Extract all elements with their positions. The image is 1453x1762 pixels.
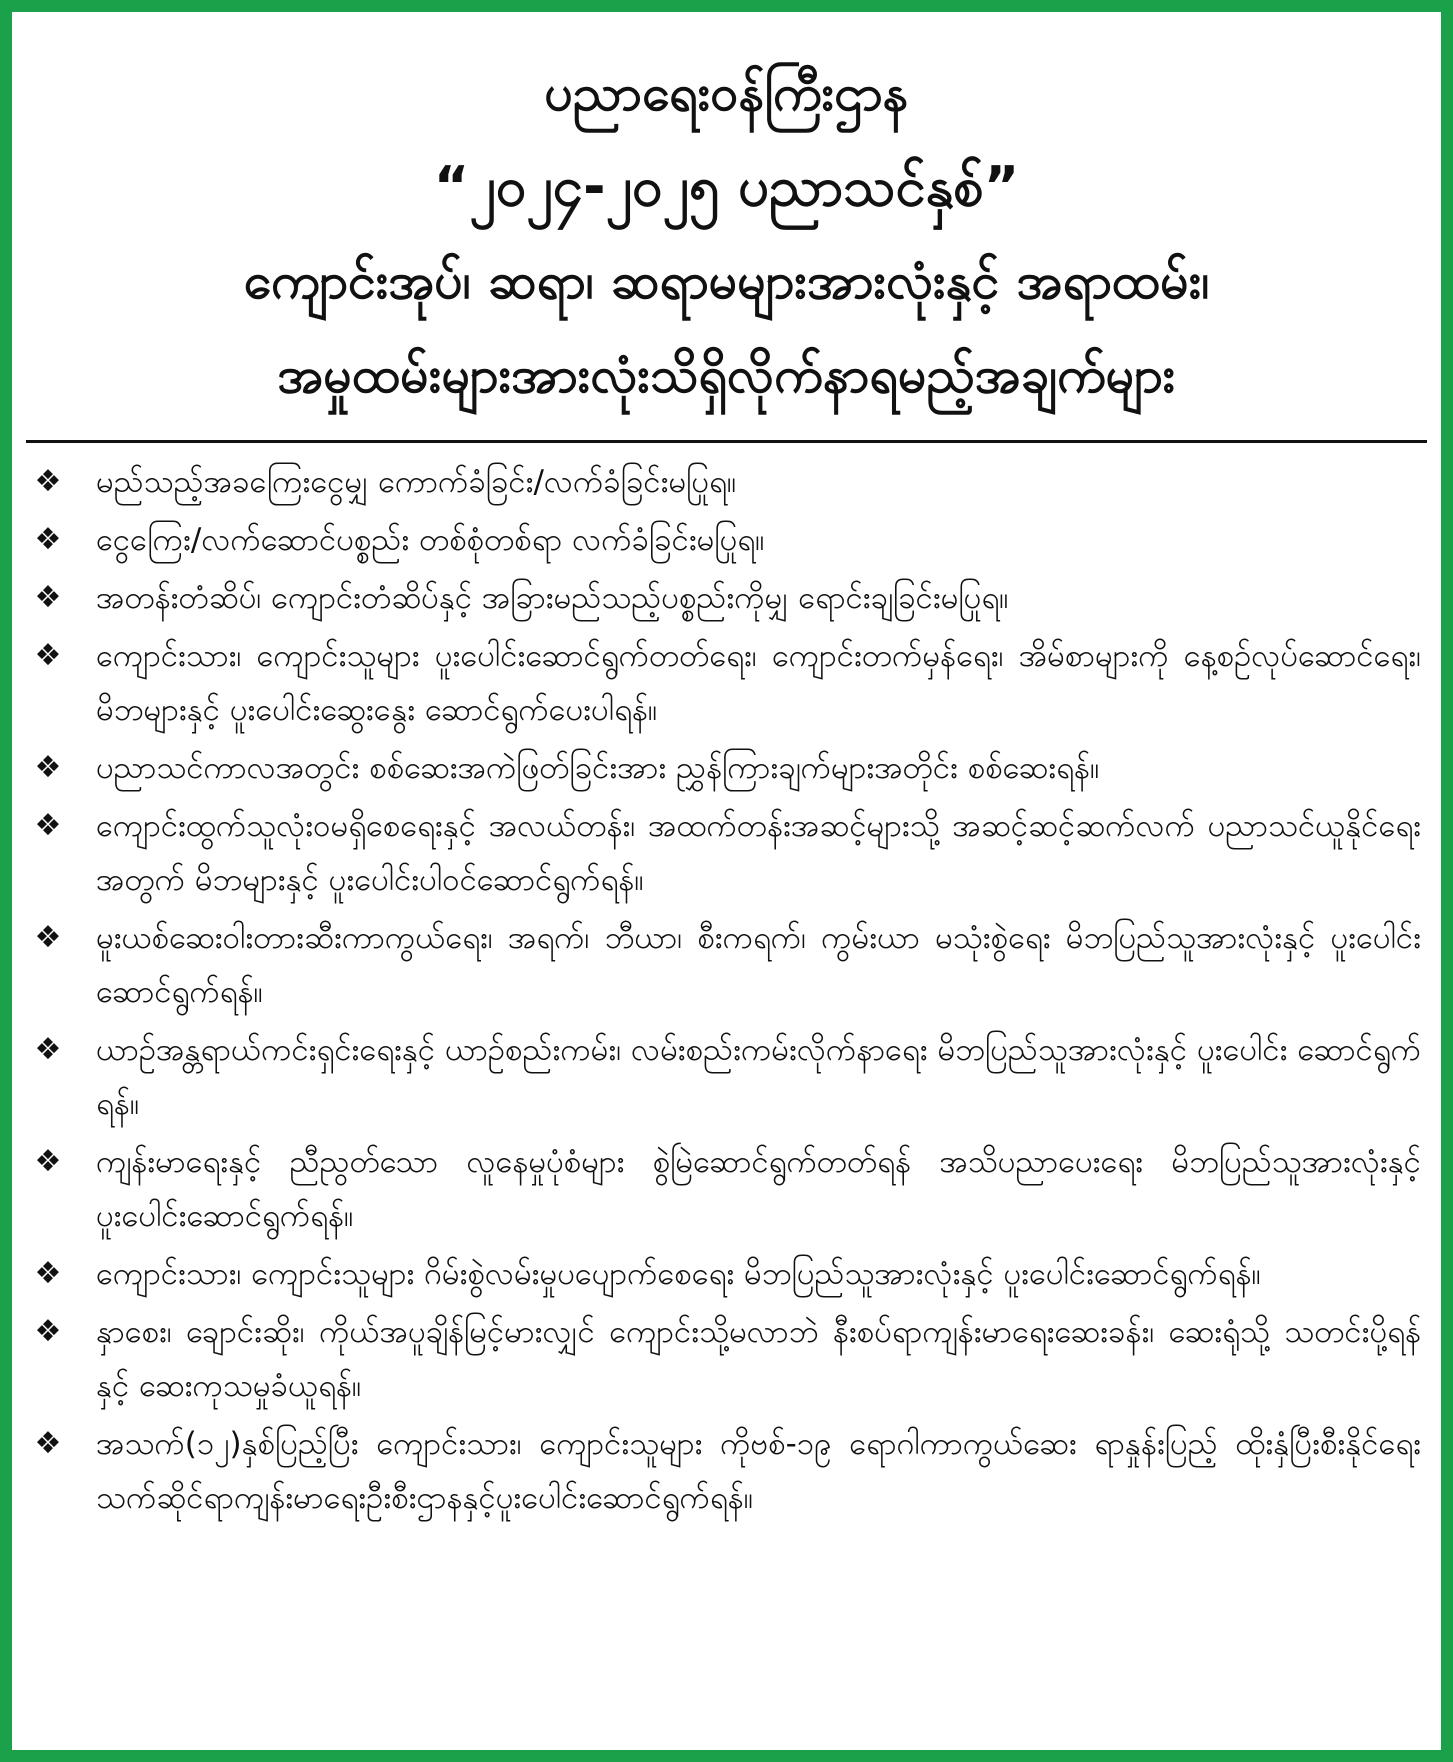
diamond-bullet-icon: ❖ xyxy=(34,1256,62,1291)
list-item-text: ယာဉ်အန္တရာယ်ကင်းရှင်းရေးနှင့် ယာဉ်စည်းကမ်း၊ လမ်းစည်းကမ်းလိုက်နာရေး မိဘပြည်သူအားလုံးနှင့် ပူးပေါင်း ဆောင်ရွက်ရန်။ xyxy=(96,1032,1421,1122)
list-item-text: ကျန်းမာရေးနှင့် ညီညွတ်သော လူနေမှုပုံစံများ စွဲမြဲဆောင်ရွက်တတ်ရန် အသိပညာပေးရေး မိဘပြည်သူအားလုံးနှင့် ပူးပေါင်းဆောင်ရွက်ရန်။ xyxy=(96,1144,1421,1234)
diamond-bullet-icon: ❖ xyxy=(34,522,62,557)
list-item xyxy=(26,513,1427,567)
list-item-text: အတန်းတံဆိပ်၊ ကျောင်းတံဆိပ်နှင့် အခြားမည်သည့်ပစ္စည်းကိုမျှ ရောင်းချခြင်းမပြုရ။ xyxy=(96,580,1009,616)
list-item-text: ကျောင်းသား၊ ကျောင်းသူများ ဂိမ်းစွဲလမ်းမှုပပျောက်စေရေး မိဘပြည်သူအားလုံးနှင့် ပူးပေါင်းဆောင်ရွက်ရန်။ xyxy=(96,1256,1261,1292)
diamond-bullet-icon: ❖ xyxy=(34,1314,62,1349)
diamond-bullet-icon: ❖ xyxy=(34,580,62,615)
list-item-text: နှာစေး၊ ချောင်းဆိုး၊ ကိုယ်အပူချိန်မြင့်မားလျှင် ကျောင်းသို့မလာဘဲ နီးစပ်ရာကျန်းမာရေးဆေးခန်း၊ ဆေးရုံသို့ သတင်းပို့ရန် နှင့် ဆေးကုသမှုခံယူရန်။ xyxy=(96,1314,1421,1404)
diamond-bullet-icon: ❖ xyxy=(34,920,62,955)
notice-header xyxy=(26,26,1427,422)
academic-year-title: “၂၀၂၄-၂၀၂၅ ပညာသင်နှစ်” xyxy=(433,155,1020,218)
list-item xyxy=(26,741,1427,795)
header-divider xyxy=(26,440,1427,443)
list-item xyxy=(26,911,1427,1019)
list-item-text: မူးယစ်ဆေးဝါးတားဆီးကာကွယ်ရေး၊ အရက်၊ ဘီယာ၊ စီးကရက်၊ ကွမ်းယာ မသုံးစွဲရေး မိဘပြည်သူအားလုံးနှင့် ပူးပေါင်း ဆောင်ရွက်ရန်။ xyxy=(96,920,1421,1010)
list-item-text: အသက်(၁၂)နှစ်ပြည့်ပြီး ကျောင်းသား၊ ကျောင်းသူများ ကိုဗစ်-၁၉ ရောဂါကာကွယ်ဆေး ရာနှုန်းပြည့် ထိုးနှံပြီးစီးနိုင်ရေး သက်ဆိုင်ရာကျန်းမာရေးဦးစီးဌာနနှင့်ပူးပေါင်းဆောင်ရွက်ရန်။ xyxy=(96,1426,1421,1516)
list-item xyxy=(26,629,1427,737)
audience-line: ကျောင်းအုပ်၊ ဆရာ၊ ဆရာမများအားလုံးနှင့် အရာထမ်း၊ xyxy=(243,252,1210,310)
diamond-bullet-icon: ❖ xyxy=(34,808,62,843)
diamond-bullet-icon: ❖ xyxy=(34,1144,62,1179)
list-item xyxy=(26,1417,1427,1525)
list-item xyxy=(26,1247,1427,1301)
list-item-text: ကျောင်းထွက်သူလုံးဝမရှိစေရေးနှင့် အလယ်တန်း၊ အထက်တန်းအဆင့်များသို့ အဆင့်ဆင့်ဆက်လက် ပညာသင်ယူနိုင်ရေး အတွက် မိဘများနှင့် ပူးပေါင်းပါဝင်ဆောင်ရွက်ရန်။ xyxy=(96,808,1421,898)
ministry-title: ပညာရေးဝန်ကြီးဌာန xyxy=(544,64,909,122)
list-item xyxy=(26,571,1427,625)
diamond-bullet-icon: ❖ xyxy=(34,1426,62,1461)
list-item xyxy=(26,1305,1427,1413)
list-item xyxy=(26,1135,1427,1243)
instruction-list xyxy=(26,455,1427,1525)
subject-line: အမှုထမ်းများအားလုံးသိရှိလိုက်နာရမည့်အချက်များ xyxy=(277,346,1176,404)
list-item xyxy=(26,799,1427,907)
list-item-text: ငွေကြေး/လက်ဆောင်ပစ္စည်း တစ်စုံတစ်ရာ လက်ခံခြင်းမပြုရ။ xyxy=(96,522,765,558)
diamond-bullet-icon: ❖ xyxy=(34,638,62,673)
list-item xyxy=(26,1023,1427,1131)
list-item-text: မည်သည့်အခကြေးငွေမျှ ကောက်ခံခြင်း/လက်ခံခြင်းမပြုရ။ xyxy=(96,464,737,500)
diamond-bullet-icon: ❖ xyxy=(34,1032,62,1067)
diamond-bullet-icon: ❖ xyxy=(34,750,62,785)
list-item-text: ကျောင်းသား၊ ကျောင်းသူများ ပူးပေါင်းဆောင်ရွက်တတ်ရေး၊ ကျောင်းတက်မှန်ရေး၊ အိမ်စာများကို နေ့စဉ်လုပ်ဆောင်ရေး၊ မိဘများနှင့် ပူးပေါင်းဆွေးနွေး ဆောင်ရွက်ပေးပါရန်။ xyxy=(96,638,1421,728)
list-item xyxy=(26,455,1427,509)
diamond-bullet-icon: ❖ xyxy=(34,464,62,499)
list-item-text: ပညာသင်ကာလအတွင်း စစ်ဆေးအကဲဖြတ်ခြင်းအား ညွှန်ကြားချက်များအတိုင်း စစ်ဆေးရန်။ xyxy=(96,750,1100,786)
notice-body xyxy=(26,26,1427,1736)
